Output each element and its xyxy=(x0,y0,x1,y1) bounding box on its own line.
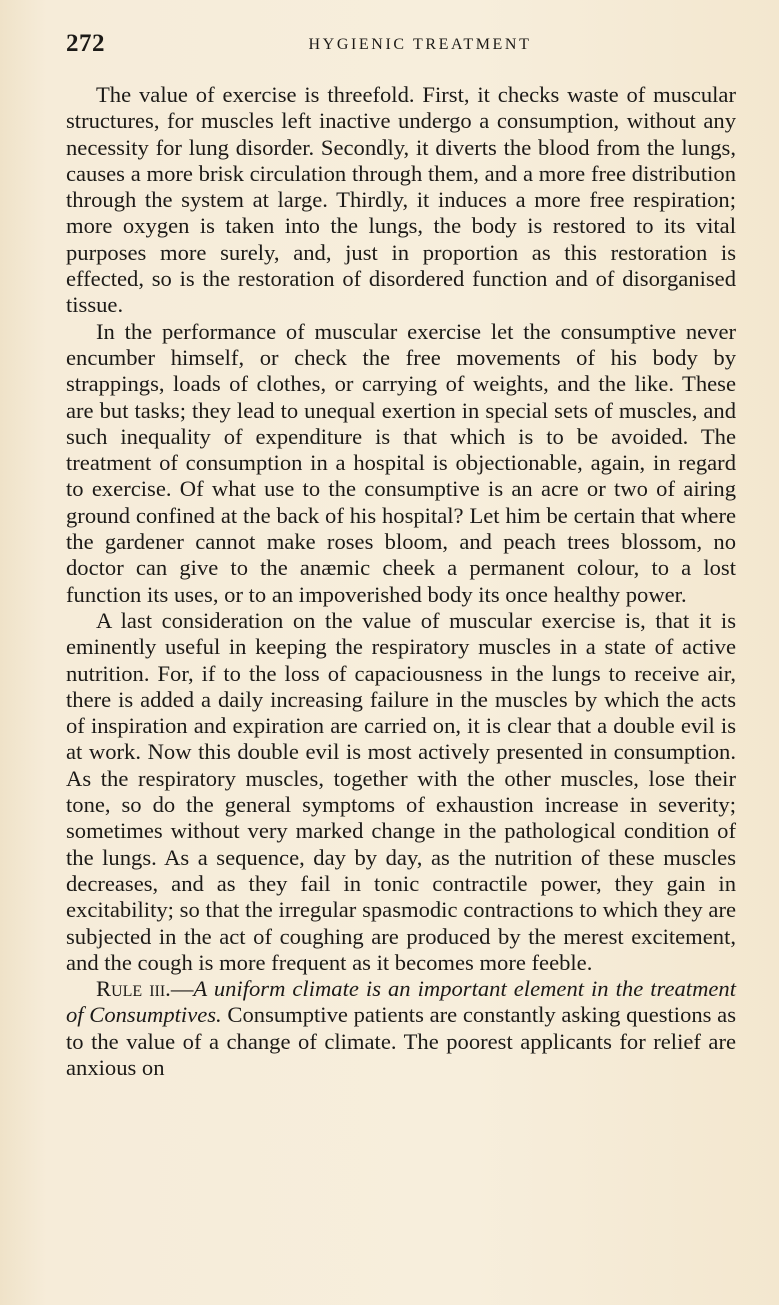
paragraph-exercise-value: The value of exercise is threefold. First, it checks waste of muscular structures, for muscles left inactive undergo a consumption, without any necessity for lung disorder. Secondly, it diverts the blood from the lungs, causes a more brisk circulation through them, and a more free distribution through the system at large. Thirdly, it induces a more free respiration; more oxygen is taken into the lungs, the body is restored to its vital purposes more surely, and, just in proportion as this restoration is effected, so is the restoration of disordered function and of disorganised tissue. xyxy=(66,82,736,318)
paragraph-respiratory-muscles: A last consideration on the value of muscular exercise is, that it is eminently useful in keeping the respiratory muscles in a state of active nutrition. For, if to the loss of capaciousness in the lungs to receive air, there is added a daily increasing failure in the muscles by which the acts of inspiration and expiration are carried on, it is clear that a double evil is at work. Now this double evil is most actively presented in consumption. As the respiratory muscles, together with the other muscles, lose their tone, so do the general symptoms of exhaustion increase in severity; sometimes without very marked change in the pathological condition of the lungs. As a sequence, day by day, as the nutrition of these muscles decreases, and as they fail in tonic contractile power, they gain in excitability; so that the irregular spasmodic contractions to which they are subjected in the act of coughing are produced by the merest excitement, and the cough is more frequent as it becomes more feeble. xyxy=(66,607,736,975)
page-header xyxy=(66,30,740,60)
running-head: HYGIENIC TREATMENT xyxy=(308,36,532,53)
rule-label: Rule iii. xyxy=(96,976,171,1002)
rule-dash: — xyxy=(170,976,194,1002)
body-text xyxy=(66,82,736,1081)
paragraph-rule-iii xyxy=(66,976,736,1081)
page-number: 272 xyxy=(66,30,105,57)
paragraph-muscular-exercise: In the performance of muscular exercise let the consumptive never encumber himself, or check the free movements of his body by strappings, loads of clothes, or carrying of weights, and the like. These are but tasks; they lead to unequal exertion in special sets of muscles, and such inequality of expenditure is that which is to be avoided. The treatment of consumption in a hospital is objectionable, again, in regard to exercise. Of what use to the consumptive is an acre or two of airing ground confined at the back of his hospital? Let him be certain that where the gardener cannot make roses bloom, and peach trees blossom, no doctor can give to the anæmic cheek a permanent colour, to a lost function its uses, or to an impoverished body its once healthy power. xyxy=(66,318,736,607)
rule-text: Consumptive patients are constantly asking questions as to the value of a change of climate. The poorest applicants for relief are anxious on xyxy=(66,1002,736,1080)
rule-title: A uniform climate is an important element in the treatment of Consumptives. xyxy=(66,976,736,1028)
